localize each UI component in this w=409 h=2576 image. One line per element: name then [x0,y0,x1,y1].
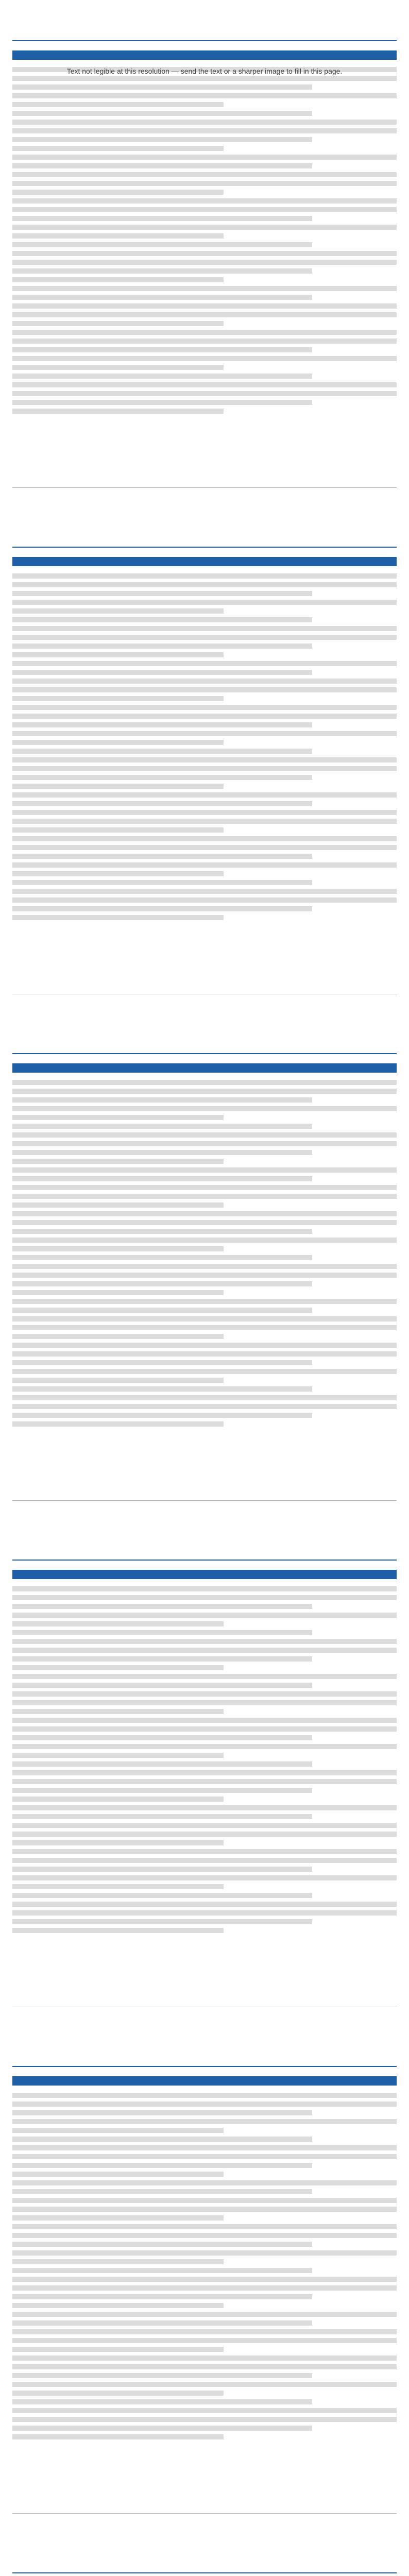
placeholder-line [12,1586,397,1591]
placeholder-line [12,1238,397,1243]
placeholder-line [12,1194,397,1199]
placeholder-line [12,2364,397,2369]
placeholder-line [12,1089,397,1094]
placeholder-line [12,1604,312,1609]
placeholder-line [12,801,312,806]
placeholder-line [12,1281,312,1286]
placeholder-line [12,365,224,370]
placeholder-line [12,2285,397,2291]
placeholder-line [12,356,397,361]
placeholder-line [12,880,312,885]
placeholder-line [12,2355,397,2361]
page-2 [0,506,409,1013]
placeholder-line [12,2250,397,2256]
page-header [12,2033,397,2067]
placeholder-line [12,1665,224,1670]
placeholder-line [12,1858,397,1863]
placeholder-line [12,2154,397,2159]
placeholder-line [12,1788,312,1793]
page-6 [0,2532,409,2576]
placeholder-line [12,207,397,212]
placeholder-line [12,338,397,344]
placeholder-line [12,1814,312,1819]
placeholder-line [12,2391,224,2396]
placeholder-line [12,1797,224,1802]
page-header [12,2539,397,2573]
placeholder-line [12,1867,312,1872]
placeholder-line [12,1299,397,1304]
placeholder-line [12,1840,224,1845]
page-4 [0,1519,409,2026]
placeholder-line [12,277,224,282]
placeholder-line [12,1770,397,1775]
placeholder-line [12,1919,312,1924]
placeholder-line [12,2329,397,2334]
placeholder-line [12,2320,312,2326]
section-band [12,557,397,566]
page-footer [12,2007,397,2019]
placeholder-line [12,1832,397,1837]
placeholder-line [12,137,312,142]
placeholder-line [12,1211,397,1216]
placeholder-line [12,2312,397,2317]
page-header [12,7,397,41]
placeholder-line [12,286,397,291]
placeholder-line [12,2303,224,2308]
section-band [12,50,397,60]
placeholder-line [12,679,397,684]
placeholder-line [12,731,397,736]
placeholder-line [12,854,312,859]
placeholder-line [12,1595,397,1600]
placeholder-line [12,84,312,90]
placeholder-line [12,1910,397,1916]
text-placeholder [12,67,397,414]
placeholder-line [12,1648,397,1653]
placeholder-line [12,1691,397,1697]
placeholder-line [12,2426,312,2431]
placeholder-line [12,889,397,894]
placeholder-line [12,687,397,692]
placeholder-line [12,295,312,300]
placeholder-line [12,600,397,605]
placeholder-line [12,617,312,622]
placeholder-line [12,225,397,230]
text-placeholder [12,1080,397,1427]
placeholder-line [12,1656,312,1662]
placeholder-line [12,1150,312,1155]
placeholder-line [12,661,397,666]
placeholder-line [12,198,397,204]
placeholder-line [12,1159,224,1164]
placeholder-line [12,1360,312,1365]
placeholder-line [12,2163,312,2168]
placeholder-line [12,1290,224,1295]
placeholder-line [12,1902,397,1907]
placeholder-line [12,635,397,640]
placeholder-line [12,1726,397,1732]
placeholder-line [12,897,397,903]
placeholder-line [12,1639,397,1644]
placeholder-line [12,321,224,326]
placeholder-line [12,1386,312,1392]
placeholder-line [12,652,224,657]
text-placeholder [12,573,397,920]
placeholder-line [12,670,312,675]
placeholder-line [12,845,397,850]
placeholder-line [12,1220,397,1225]
placeholder-line [12,1413,312,1418]
placeholder-line [12,1264,397,1269]
placeholder-line [12,2408,397,2413]
placeholder-line [12,1273,397,1278]
placeholder-line [12,1378,224,1383]
text-placeholder [12,2093,397,2439]
placeholder-line [12,2268,312,2273]
placeholder-line [12,409,224,414]
placeholder-line [12,216,312,221]
page-header [12,514,397,548]
placeholder-line [12,1928,224,1933]
placeholder-line [12,1421,224,1427]
placeholder-line [12,1849,397,1854]
placeholder-line [12,155,397,160]
placeholder-line [12,810,397,815]
placeholder-line [12,233,224,239]
placeholder-line [12,1700,397,1705]
placeholder-line [12,1718,397,1723]
placeholder-line [12,1229,312,1234]
placeholder-line [12,1893,312,1898]
placeholder-line [12,696,224,701]
placeholder-line [12,2399,312,2404]
placeholder-line [12,608,224,614]
placeholder-line [12,190,224,195]
placeholder-line [12,128,397,133]
placeholder-line [12,2373,312,2378]
placeholder-line [12,714,397,719]
placeholder-line [12,1779,397,1784]
placeholder-line [12,1735,312,1740]
placeholder-line [12,102,224,107]
placeholder-line [12,2294,312,2299]
placeholder-line [12,1141,397,1146]
placeholder-line [12,1683,312,1688]
page-1 [0,0,409,506]
placeholder-line [12,2110,312,2115]
placeholder-line [12,1246,224,1251]
placeholder-line [12,871,224,876]
placeholder-line [12,1674,397,1679]
placeholder-line [12,1325,397,1330]
placeholder-line [12,1404,397,1409]
placeholder-line [12,1744,397,1749]
placeholder-line [12,792,397,798]
placeholder-line [12,1308,312,1313]
placeholder-line [12,1875,397,1880]
placeholder-line [12,400,312,405]
placeholder-line [12,915,224,920]
placeholder-line [12,1185,397,1190]
placeholder-line [12,705,397,710]
placeholder-line [12,1753,224,1758]
placeholder-line [12,740,224,745]
page-footer [12,2513,397,2525]
placeholder-line [12,819,397,824]
placeholder-line [12,2180,397,2185]
section-band [12,1063,397,1073]
placeholder-line [12,260,397,265]
placeholder-line [12,1124,312,1129]
placeholder-line [12,1097,312,1103]
placeholder-line [12,2277,397,2282]
placeholder-line [12,268,312,274]
placeholder-line [12,2198,397,2203]
placeholder-line [12,766,397,771]
placeholder-line [12,1115,224,1120]
placeholder-line [12,827,224,833]
placeholder-line [12,163,312,168]
placeholder-line [12,906,312,911]
placeholder-line [12,1369,397,1374]
placeholder-line [12,626,397,631]
placeholder-line [12,146,224,151]
placeholder-line [12,374,312,379]
placeholder-line [12,1395,397,1400]
placeholder-line [12,2189,312,2194]
placeholder-line [12,1316,397,1321]
placeholder-line [12,181,397,186]
placeholder-line [12,242,312,247]
placeholder-line [12,1167,397,1173]
placeholder-line [12,76,397,81]
placeholder-line [12,2434,224,2439]
placeholder-line [12,2242,312,2247]
placeholder-line [12,591,312,596]
placeholder-line [12,2259,224,2264]
placeholder-line [12,2347,224,2352]
placeholder-line [12,1202,224,1208]
placeholder-line [12,862,397,868]
placeholder-line [12,2128,224,2133]
placeholder-line [12,2119,397,2124]
page-5 [0,2026,409,2532]
page-footer [12,1500,397,1512]
placeholder-line [12,1334,224,1339]
placeholder-line [12,1709,224,1714]
page-3 [0,1013,409,1519]
placeholder-line [12,330,397,335]
placeholder-line [12,573,397,579]
placeholder-line [12,382,397,387]
placeholder-line [12,1621,224,1626]
placeholder-line [12,1106,397,1111]
placeholder-line [12,1343,397,1348]
section-band [12,2076,397,2086]
page-footer [12,994,397,1006]
placeholder-line [12,2172,224,2177]
placeholder-line [12,1884,224,1889]
placeholder-line [12,836,397,841]
placeholder-line [12,251,397,256]
placeholder-line [12,1630,312,1635]
placeholder-line [12,582,397,587]
placeholder-line [12,2102,397,2107]
placeholder-line [12,2382,397,2387]
placeholder-line [12,757,397,762]
placeholder-line [12,1823,397,1828]
placeholder-line [12,2417,397,2422]
placeholder-line [12,1613,397,1618]
placeholder-line [12,312,397,317]
placeholder-line [12,172,397,177]
placeholder-line [12,93,397,98]
placeholder-line [12,1761,312,1767]
placeholder-line [12,2224,397,2229]
placeholder-line [12,1132,397,1138]
placeholder-line [12,2137,312,2142]
placeholder-line [12,391,397,396]
page-footer [12,487,397,499]
placeholder-line [12,1176,312,1181]
placeholder-line [12,120,397,125]
placeholder-line [12,775,312,780]
placeholder-line [12,643,312,649]
text-placeholder [12,1586,397,1933]
illegible-notice: Text not legible at this resolution — send the text or a sharper image to fill in this page. [66,67,343,75]
page-header [12,1527,397,1561]
placeholder-line [12,347,312,352]
placeholder-line [12,111,312,116]
page-header [12,1020,397,1054]
placeholder-line [12,2338,397,2343]
placeholder-line [12,303,397,309]
placeholder-line [12,1255,312,1260]
placeholder-line [12,2233,397,2238]
placeholder-line [12,1351,397,1357]
placeholder-line [12,784,224,789]
placeholder-line [12,749,312,754]
placeholder-line [12,722,312,727]
placeholder-line [12,2215,224,2221]
placeholder-line [12,2207,397,2212]
placeholder-line [12,2145,397,2150]
placeholder-line [12,2093,397,2098]
placeholder-line [12,1805,397,1810]
placeholder-line [12,1080,397,1085]
section-band [12,1570,397,1579]
